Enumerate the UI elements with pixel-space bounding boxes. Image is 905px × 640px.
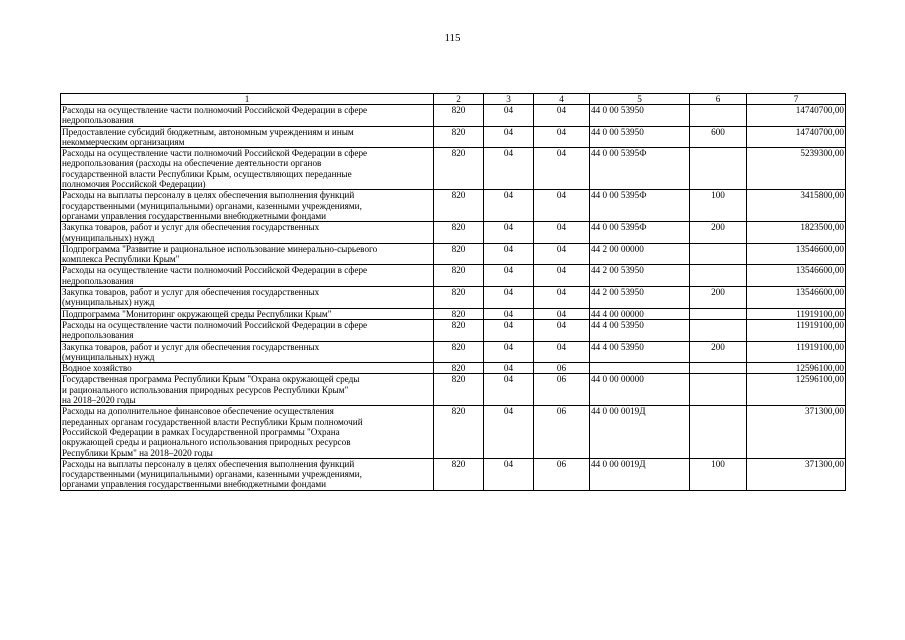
- target-article-cell: 44 0 00 0019Д: [590, 406, 690, 458]
- budget-table: [60, 93, 846, 491]
- target-article-cell: 44 0 00 5395Ф: [590, 222, 690, 244]
- table-row: [61, 126, 846, 148]
- section-code-cell: 04: [484, 287, 534, 309]
- expense-name-cell: Расходы на осуществление части полномочий Российской Федерации в сфере недропользования (расходы на обеспечение деятельности органов государственной власти Республики Крым, осуществляющих переданные полномочия Российской Федерации): [61, 148, 434, 190]
- section-code-cell: 04: [484, 374, 534, 406]
- amount-cell: 14740700,00: [747, 126, 846, 148]
- section-code-cell: 04: [484, 458, 534, 490]
- target-article-cell: 44 4 00 53950: [590, 341, 690, 363]
- department-code-cell: 820: [434, 190, 484, 222]
- expense-type-cell: [690, 148, 747, 190]
- target-article-cell: [590, 363, 690, 374]
- subsection-code-cell: 06: [534, 374, 590, 406]
- amount-cell: 13546600,00: [747, 243, 846, 265]
- expense-type-cell: [690, 374, 747, 406]
- expense-name-cell: Расходы на дополнительное финансовое обеспечение осуществления переданных органам государственной власти Республики Крым полномочий Российской Федерации в рамках Государственной программы "Охрана окружающей среды и рационального использования природных ресурсов Республики Крым" на 2018–2020 годы: [61, 406, 434, 458]
- expense-name-cell: Расходы на выплаты персоналу в целях обеспечения выполнения функций государственными (муниципальными) органами, казенными учреждениями, органами управления государственными внебюджетными фондами: [61, 190, 434, 222]
- table-header-row: [61, 94, 846, 105]
- table-row: [61, 341, 846, 363]
- table-row: [61, 222, 846, 244]
- header-cell: 4: [534, 94, 590, 105]
- subsection-code-cell: 04: [534, 341, 590, 363]
- department-code-cell: 820: [434, 243, 484, 265]
- amount-cell: 3415800,00: [747, 190, 846, 222]
- amount-cell: 5239300,00: [747, 148, 846, 190]
- target-article-cell: 44 2 00 00000: [590, 243, 690, 265]
- subsection-code-cell: 06: [534, 363, 590, 374]
- department-code-cell: 820: [434, 319, 484, 341]
- section-code-cell: 04: [484, 308, 534, 319]
- section-code-cell: 04: [484, 222, 534, 244]
- section-code-cell: 04: [484, 363, 534, 374]
- subsection-code-cell: 04: [534, 148, 590, 190]
- target-article-cell: 44 0 00 00000: [590, 374, 690, 406]
- subsection-code-cell: 04: [534, 287, 590, 309]
- section-code-cell: 04: [484, 341, 534, 363]
- amount-cell: 1823500,00: [747, 222, 846, 244]
- section-code-cell: 04: [484, 105, 534, 127]
- amount-cell: 11919100,00: [747, 319, 846, 341]
- expense-name-cell: Государственная программа Республики Крым "Охрана окружающей среды и рационального использования природных ресурсов Республики Крым" на 2018–2020 годы: [61, 374, 434, 406]
- amount-cell: 14740700,00: [747, 105, 846, 127]
- section-code-cell: 04: [484, 406, 534, 458]
- department-code-cell: 820: [434, 265, 484, 287]
- table-row: [61, 374, 846, 406]
- target-article-cell: 44 2 00 53950: [590, 287, 690, 309]
- table-row: [61, 308, 846, 319]
- target-article-cell: 44 4 00 53950: [590, 319, 690, 341]
- expense-type-cell: 200: [690, 341, 747, 363]
- subsection-code-cell: 06: [534, 406, 590, 458]
- amount-cell: 12596100,00: [747, 363, 846, 374]
- department-code-cell: 820: [434, 458, 484, 490]
- expense-name-cell: Расходы на выплаты персоналу в целях обеспечения выполнения функций государственными (муниципальными) органами, казенными учреждениями, органами управления государственными внебюджетными фондами: [61, 458, 434, 490]
- header-cell: 3: [484, 94, 534, 105]
- subsection-code-cell: 04: [534, 265, 590, 287]
- department-code-cell: 820: [434, 126, 484, 148]
- section-code-cell: 04: [484, 126, 534, 148]
- table-row: [61, 243, 846, 265]
- table-row: [61, 363, 846, 374]
- subsection-code-cell: 04: [534, 243, 590, 265]
- subsection-code-cell: 04: [534, 190, 590, 222]
- expense-name-cell: Подпрограмма "Развитие и рациональное использование минерально-сырьевого комплекса Республики Крым": [61, 243, 434, 265]
- section-code-cell: 04: [484, 319, 534, 341]
- table-row: [61, 287, 846, 309]
- amount-cell: 371300,00: [747, 406, 846, 458]
- target-article-cell: 44 0 00 5395Ф: [590, 190, 690, 222]
- department-code-cell: 820: [434, 287, 484, 309]
- expense-name-cell: Расходы на осуществление части полномочий Российской Федерации в сфере недропользования: [61, 105, 434, 127]
- subsection-code-cell: 04: [534, 105, 590, 127]
- expense-type-cell: 200: [690, 222, 747, 244]
- expense-type-cell: 200: [690, 287, 747, 309]
- amount-cell: 371300,00: [747, 458, 846, 490]
- header-cell: 2: [434, 94, 484, 105]
- expense-type-cell: [690, 105, 747, 127]
- amount-cell: 11919100,00: [747, 308, 846, 319]
- expense-type-cell: 600: [690, 126, 747, 148]
- expense-type-cell: 100: [690, 458, 747, 490]
- table-row: [61, 148, 846, 190]
- department-code-cell: 820: [434, 341, 484, 363]
- table-row: [61, 319, 846, 341]
- table-row: [61, 265, 846, 287]
- target-article-cell: 44 0 00 53950: [590, 126, 690, 148]
- table-row: [61, 406, 846, 458]
- subsection-code-cell: 04: [534, 319, 590, 341]
- header-cell: 7: [747, 94, 846, 105]
- header-cell: 1: [61, 94, 434, 105]
- department-code-cell: 820: [434, 148, 484, 190]
- expense-name-cell: Предоставление субсидий бюджетным, автономным учреждениям и иным некоммерческим организациям: [61, 126, 434, 148]
- section-code-cell: 04: [484, 148, 534, 190]
- amount-cell: 13546600,00: [747, 287, 846, 309]
- amount-cell: 11919100,00: [747, 341, 846, 363]
- department-code-cell: 820: [434, 222, 484, 244]
- expense-name-cell: Водное хозяйство: [61, 363, 434, 374]
- expense-type-cell: 100: [690, 190, 747, 222]
- subsection-code-cell: 04: [534, 222, 590, 244]
- target-article-cell: 44 0 00 5395Ф: [590, 148, 690, 190]
- header-cell: 6: [690, 94, 747, 105]
- department-code-cell: 820: [434, 308, 484, 319]
- expense-type-cell: [690, 363, 747, 374]
- amount-cell: 13546600,00: [747, 265, 846, 287]
- target-article-cell: 44 0 00 0019Д: [590, 458, 690, 490]
- section-code-cell: 04: [484, 190, 534, 222]
- expense-type-cell: [690, 265, 747, 287]
- expense-type-cell: [690, 406, 747, 458]
- table-row: [61, 105, 846, 127]
- expense-name-cell: Закупка товаров, работ и услуг для обеспечения государственных (муниципальных) нужд: [61, 222, 434, 244]
- department-code-cell: 820: [434, 374, 484, 406]
- expense-name-cell: Закупка товаров, работ и услуг для обеспечения государственных (муниципальных) нужд: [61, 287, 434, 309]
- header-cell: 5: [590, 94, 690, 105]
- target-article-cell: 44 4 00 00000: [590, 308, 690, 319]
- expense-name-cell: Подпрограмма "Мониторинг окружающей среды Республики Крым": [61, 308, 434, 319]
- subsection-code-cell: 06: [534, 458, 590, 490]
- expense-type-cell: [690, 243, 747, 265]
- amount-cell: 12596100,00: [747, 374, 846, 406]
- table-row: [61, 190, 846, 222]
- table-row: [61, 458, 846, 490]
- subsection-code-cell: 04: [534, 308, 590, 319]
- target-article-cell: 44 0 00 53950: [590, 105, 690, 127]
- expense-type-cell: [690, 319, 747, 341]
- department-code-cell: 820: [434, 406, 484, 458]
- department-code-cell: 820: [434, 363, 484, 374]
- section-code-cell: 04: [484, 265, 534, 287]
- section-code-cell: 04: [484, 243, 534, 265]
- expense-name-cell: Расходы на осуществление части полномочий Российской Федерации в сфере недропользования: [61, 265, 434, 287]
- expense-type-cell: [690, 308, 747, 319]
- expense-name-cell: Расходы на осуществление части полномочий Российской Федерации в сфере недропользования: [61, 319, 434, 341]
- expense-name-cell: Закупка товаров, работ и услуг для обеспечения государственных (муниципальных) нужд: [61, 341, 434, 363]
- target-article-cell: 44 2 00 53950: [590, 265, 690, 287]
- department-code-cell: 820: [434, 105, 484, 127]
- page-number: 115: [444, 32, 461, 44]
- subsection-code-cell: 04: [534, 126, 590, 148]
